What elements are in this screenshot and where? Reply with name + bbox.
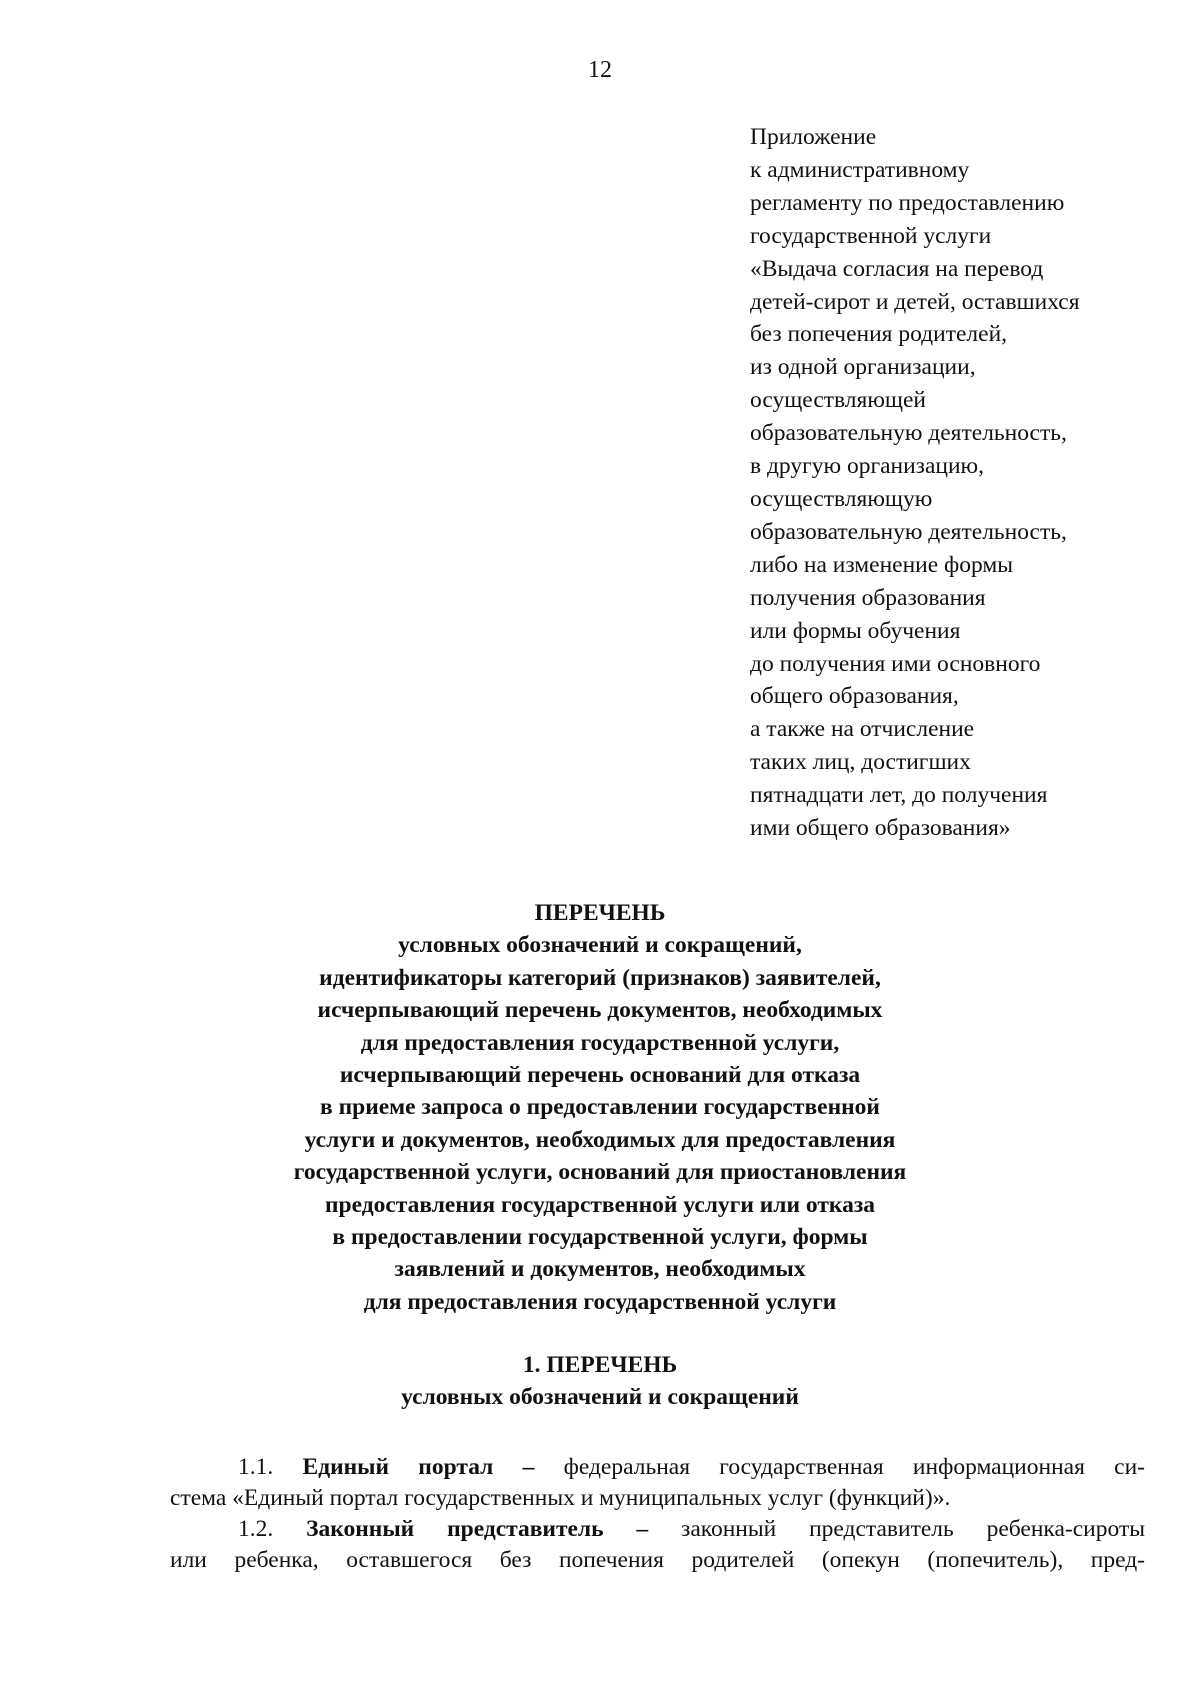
section-heading-number: 1. ПЕРЕЧЕНЬ [522,1352,678,1378]
definition-text: законный представитель ребенка-сироты [681,1516,1146,1542]
definition-item [170,1452,1145,1514]
appendix-line: а также на отчисление [750,716,975,743]
appendix-line: в другую организацию, [750,453,984,480]
appendix-line: получения образования [750,584,986,611]
definition-dash: – [603,1516,682,1542]
title-line: идентификаторы категорий (признаков) заявителей, [319,964,881,991]
appendix-line: до получения ими основного [750,650,1041,677]
appendix-line: к административному [750,156,970,183]
section-heading [0,1349,1200,1413]
title-line: для предоставления государственной услуги [363,1288,837,1315]
definition-item [170,1514,1145,1576]
document-title [0,897,1200,1318]
title-line: в приеме запроса о предоставлении государственной [320,1094,880,1121]
appendix-header [750,121,1170,845]
appendix-line: ими общего образования» [750,815,1011,842]
title-line: условных обозначений и сокращений, [398,932,802,959]
definition-number: 1.2. [238,1516,274,1542]
title-line: исчерпывающий перечень документов, необходимых [317,997,883,1024]
appendix-line: детей-сирот и детей, оставшихся [750,288,1080,315]
definition-term: Единый портал [302,1454,494,1480]
definition-continuation: стема «Единый портал государственных и муниципальных услуг (функций)». [170,1485,951,1511]
definition-continuation: или ребенка, оставшегося без попечения родителей (опекун (попечитель), пред- [170,1547,1145,1573]
appendix-line: без попечения родителей, [750,321,1008,348]
title-line: ПЕРЕЧЕНЬ [534,900,666,926]
appendix-line: пятнадцати лет, до получения [750,782,1048,809]
title-line: государственной услуги, оснований для приостановления [293,1159,907,1186]
definition-dash: – [493,1454,564,1480]
definition-first-line [170,1514,1145,1545]
title-line: заявлений и документов, необходимых [394,1256,806,1283]
definition-number: 1.1. [238,1454,274,1480]
title-line: исчерпывающий перечень оснований для отказа [339,1062,861,1089]
appendix-line: либо на изменение формы [750,551,1014,578]
definitions-list [170,1452,1145,1576]
appendix-line: осуществляющую [750,485,933,512]
title-line: услуги и документов, необходимых для предоставления [304,1126,896,1153]
appendix-line: государственной услуги [750,222,992,249]
definition-text: федеральная государственная информационная си- [563,1454,1145,1480]
appendix-line: таких лиц, достигших [750,749,971,776]
title-line: в предоставлении государственной услуги, формы [332,1224,868,1251]
appendix-line: образовательную деятельность, [750,420,1067,447]
section-subheading: условных обозначений и сокращений [401,1384,799,1410]
appendix-line: осуществляющей [750,387,926,414]
page-number: 12 [588,57,612,83]
appendix-line: Приложение [750,124,877,150]
appendix-line: «Выдача согласия на перевод [750,255,1044,282]
definition-first-line [170,1452,1145,1483]
appendix-line: или формы обучения [750,617,961,644]
appendix-line: регламенту по предоставлению [750,189,1065,216]
title-line: для предоставления государственной услуги, [360,1029,840,1056]
appendix-line: из одной организации, [750,354,976,381]
appendix-line: общего образования, [750,683,959,710]
definition-term: Законный представитель [306,1516,604,1542]
appendix-line: образовательную деятельность, [750,518,1067,545]
title-line: предоставления государственной услуги или отказа [324,1191,876,1218]
